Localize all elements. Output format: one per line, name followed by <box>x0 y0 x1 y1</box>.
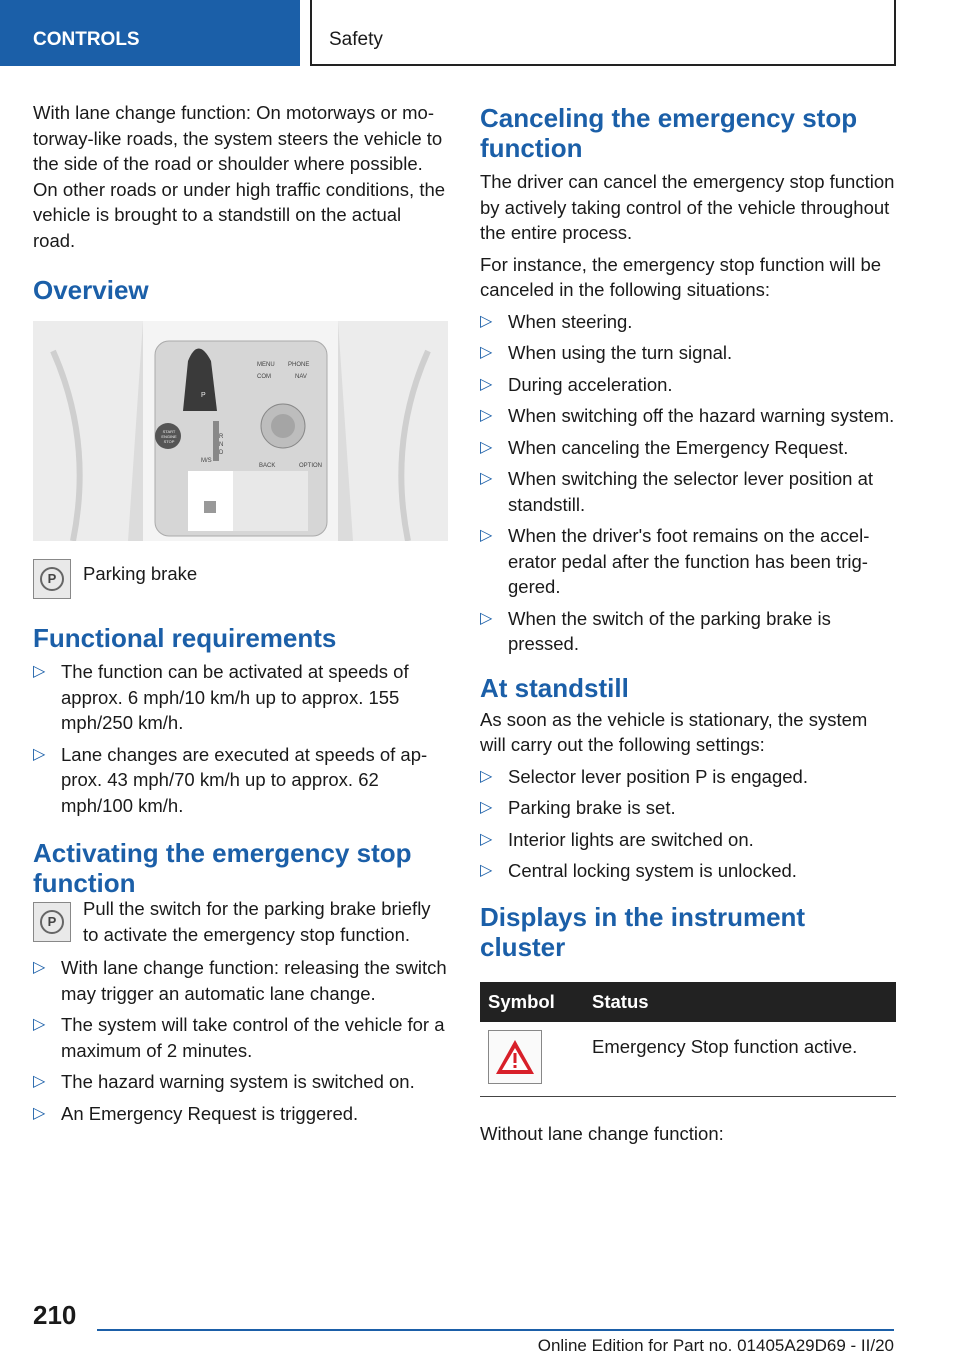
table-row <box>480 1022 896 1097</box>
footer-divider <box>97 1329 894 1331</box>
com-button: COM <box>257 374 271 380</box>
list-item: ▷ During acceleration. <box>480 372 896 398</box>
gear-n-label: N <box>219 442 224 448</box>
column-header-status: Status <box>584 982 896 1022</box>
intro-paragraph: With lane change function: On motorways or motorway-like roads, the system steers the vehicle to the side of the road or shoulder where possible. On other roads or under high traffic conditions, the vehicle is brought to a standstill on the actual road. <box>33 102 446 251</box>
start-stop-button: START ENGINE STOP <box>161 429 177 444</box>
without-lane-change-text: Without lane change function: <box>480 1122 724 1144</box>
chapter-title: Safety <box>310 0 896 66</box>
console-illustration <box>33 321 448 541</box>
list-item: ▷ Central locking system is unlocked. <box>480 858 896 884</box>
list-item: ▷ The hazard warning system is switched on. <box>33 1069 448 1095</box>
back-button: BACK <box>259 463 276 469</box>
bullet-triangle-icon: ▷ <box>33 663 46 680</box>
phone-button: PHONE <box>288 362 310 368</box>
warning-triangle-icon <box>488 1030 542 1084</box>
activating-legend <box>33 898 448 947</box>
functional-heading: Functional requirements <box>33 623 337 653</box>
option-button: OPTION <box>299 463 323 469</box>
right-column <box>480 103 896 1152</box>
list-item: ▷ When the switch of the parking brake is pressed. <box>480 607 831 654</box>
bullet-triangle-icon: ▷ <box>33 1073 46 1090</box>
bullet-triangle-icon: ▷ <box>480 470 493 487</box>
gear-ms-label: M/S <box>201 458 212 464</box>
gear-p-label: P <box>201 392 206 399</box>
functional-list <box>33 659 448 818</box>
bullet-triangle-icon: ▷ <box>33 745 46 763</box>
gear-r-label: R <box>219 434 224 440</box>
parking-brake-icon: P <box>33 559 71 599</box>
bullet-triangle-icon: ▷ <box>480 609 493 627</box>
symbol-cell <box>480 1022 584 1097</box>
standstill-heading: At standstill <box>480 672 629 703</box>
standstill-list <box>480 764 896 884</box>
list-item: ▷ When steering. <box>480 309 896 335</box>
bullet-triangle-icon: ▷ <box>480 767 493 785</box>
bullet-triangle-icon: ▷ <box>480 862 493 879</box>
column-header-symbol: Symbol <box>480 982 584 1022</box>
list-item: ▷ When canceling the Emergency Request. <box>480 435 896 461</box>
activating-list <box>33 955 448 1126</box>
nav-button: NAV <box>295 374 307 380</box>
menu-button: MENU <box>257 362 275 368</box>
bullet-triangle-icon: ▷ <box>480 438 493 456</box>
bullet-triangle-icon: ▷ <box>480 344 493 361</box>
list-item: ▷ When switching off the hazard warning system. <box>480 403 896 429</box>
bullet-triangle-icon: ▷ <box>480 407 493 424</box>
list-item: ▷ When the driver's foot remains on the accelerator pedal after the function has been triggered. <box>480 525 870 597</box>
bullet-triangle-icon: ▷ <box>480 527 493 544</box>
bullet-triangle-icon: ▷ <box>480 799 493 816</box>
canceling-heading: Canceling the emergency stop function <box>480 103 858 163</box>
parking-brake-legend <box>33 559 448 599</box>
status-cell: Emergency Stop function active. <box>584 1022 896 1097</box>
activating-heading: Activating the emergency stop function <box>33 838 412 898</box>
standstill-text: As soon as the vehicle is stationary, the system will carry out the following settings: <box>480 708 868 755</box>
center-console-photo <box>33 321 448 541</box>
bullet-triangle-icon: ▷ <box>480 375 493 393</box>
section-tab[interactable]: CONTROLS <box>0 0 300 66</box>
list-item: ▷ The system will take control of the vehicle for a maximum of 2 minutes. <box>33 1014 445 1061</box>
list-item: ▷ Selector lever position P is engaged. <box>480 764 896 790</box>
canceling-text-1: The driver can cancel the emergency stop function by actively taking control of the vehicle throughout the entire process. <box>480 171 895 243</box>
bullet-triangle-icon: ▷ <box>480 312 493 330</box>
bullet-triangle-icon: ▷ <box>33 1016 46 1033</box>
canceling-text-2: For instance, the emergency stop function will be canceled in the following situations: <box>480 253 882 300</box>
parking-brake-icon: P <box>33 902 71 942</box>
parking-brake-label: Parking brake <box>83 563 198 584</box>
bullet-triangle-icon: ▷ <box>33 1104 46 1122</box>
edition-footer: Online Edition for Part no. 01405A29D69 - II/20 <box>537 1336 894 1355</box>
activating-text: Pull the switch for the parking brake briefly to activate the emergency stop function. <box>83 898 431 945</box>
page-number: 210 <box>33 1300 77 1330</box>
list-item: ▷ Interior lights are switched on. <box>480 827 896 853</box>
list-item: ▷ Lane changes are executed at speeds of approx. 43 mph/70 km/h up to approx. 62 mph/100 km/h. <box>33 743 428 816</box>
overview-heading: Overview <box>33 275 149 305</box>
list-item: ▷ An Emergency Request is triggered. <box>33 1101 448 1127</box>
list-item: ▷ Parking brake is set. <box>480 795 896 821</box>
gear-d-label: D <box>219 450 224 456</box>
canceling-list <box>480 309 896 657</box>
list-item: ▷ When switching the selector lever position at standstill. <box>480 468 874 515</box>
bullet-triangle-icon: ▷ <box>480 830 493 848</box>
left-column <box>33 100 448 1132</box>
displays-heading: Displays in the instrument cluster <box>480 901 806 962</box>
symbol-table <box>480 982 896 1097</box>
list-item: ▷ With lane change function: releasing the switch may trigger an automatic lane change. <box>33 957 447 1004</box>
bullet-triangle-icon: ▷ <box>33 959 46 976</box>
list-item: ▷ When using the turn signal. <box>480 340 896 366</box>
list-item: ▷ The function can be activated at speeds of approx. 6 mph/10 km/h up to approx. 155 mph/250 km/h. <box>33 661 409 733</box>
